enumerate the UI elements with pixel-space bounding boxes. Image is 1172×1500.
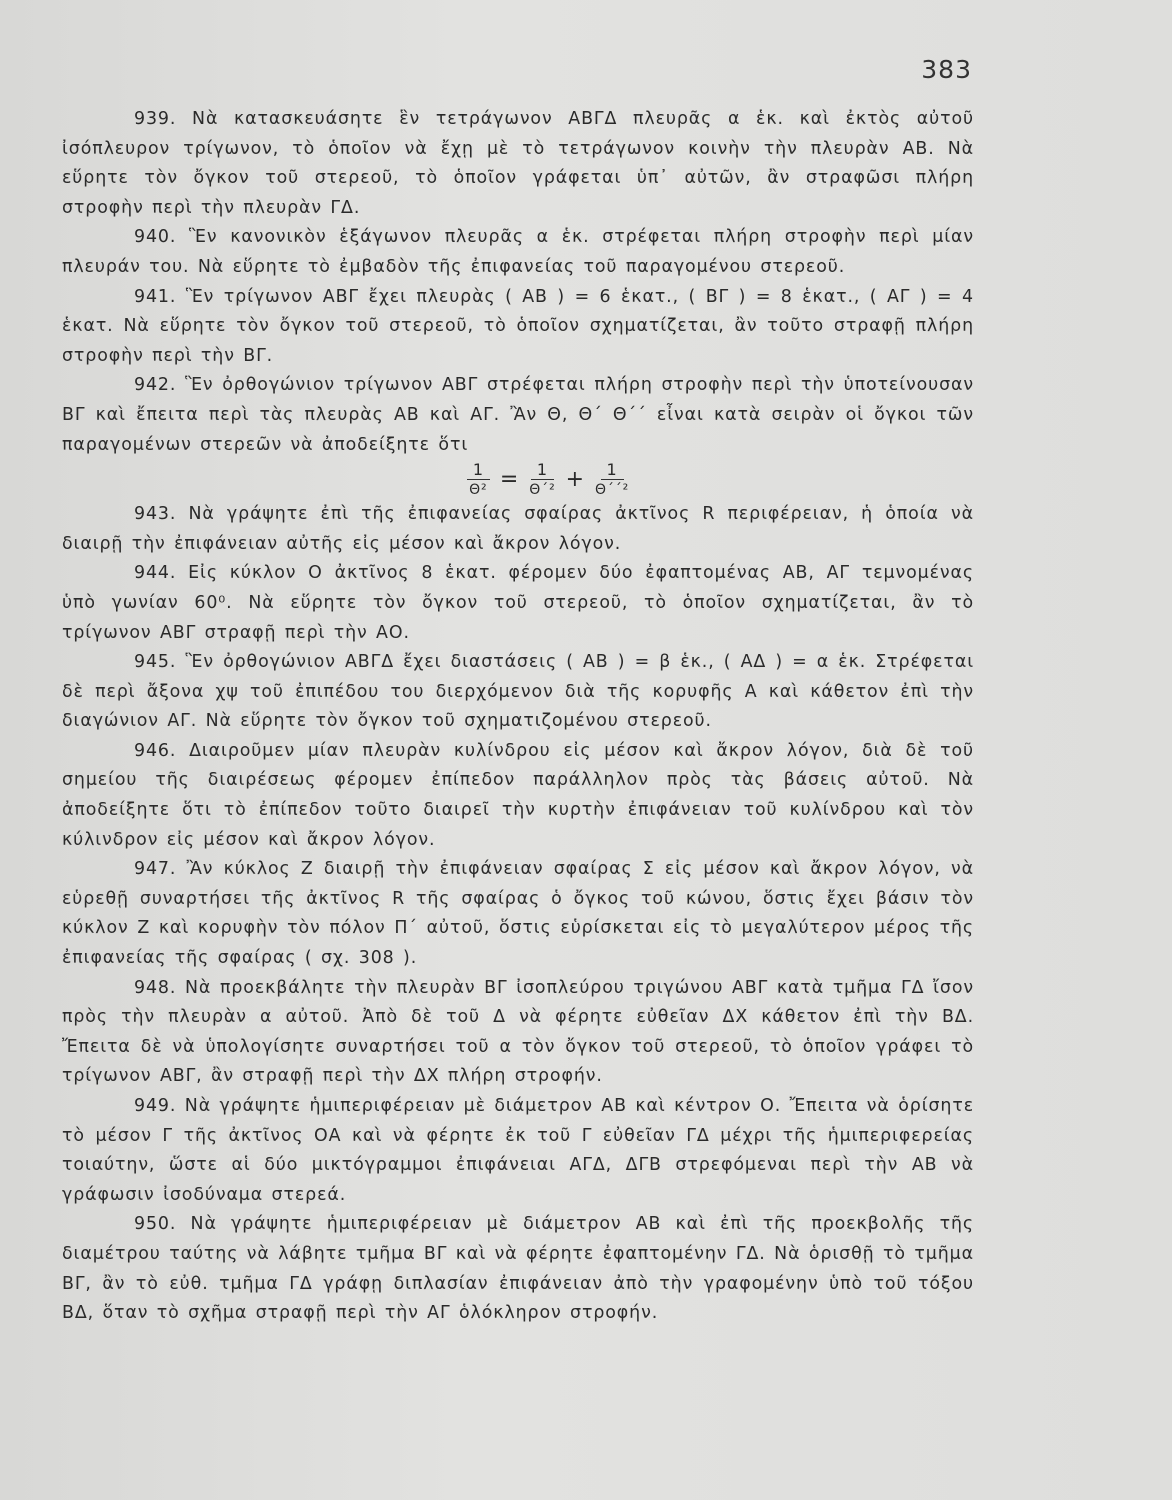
- exercise-text: Νὰ κατασκευάσητε ἓν τετράγωνον ΑΒΓΔ πλευρᾶς α ἑκ. καὶ ἐκτὸς αὐτοῦ ἰσόπλευρον τρίγωνον, τὸ ὁποῖον νὰ ἔχῃ μὲ τὸ τετράγωνον κοινὴν τὴν πλευρὰν ΑΒ. Νὰ εὕρητε τὸν ὄγκον τοῦ στερεοῦ, τὸ ὁποῖον γράφεται ὑπ᾽ αὐτῶν, ἂν στραφῶσι πλήρη στροφὴν περὶ τὴν πλευρὰν ΓΔ.: [62, 109, 974, 218]
- exercise-number: 939.: [134, 109, 177, 129]
- exercise-number: 948.: [134, 977, 177, 998]
- exercise-text: Ἂν κύκλος Ζ διαιρῇ τὴν ἐπιφάνειαν σφαίρας Σ εἰς μέσον καὶ ἄκρον λόγον, νὰ εὑρεθῇ συναρτήσει τῆς ἀκτῖνος R τῆς σφαίρας ὁ ὄγκος τοῦ κώνου, ὅστις ἔχει βάσιν τὸν κύκλον Ζ καὶ κορυφὴν τὸν πόλον Π΄ αὐτοῦ, ὅστις εὑρίσκεται εἰς τὸ μεγαλύτερον μέρος τῆς ἐπιφανείας τῆς σφαίρας ( σχ. 308 ).: [62, 859, 974, 969]
- exercise-text: Διαιροῦμεν μίαν πλευρὰν κυλίνδρου εἰς μέσον καὶ ἄκρον λόγον, διὰ δὲ τοῦ σημείου τῆς διαιρέσεως φέρομεν ἐπίπεδον παράλληλον πρὸς τὰς βάσεις αὐτοῦ. Νὰ ἀποδείξητε ὅτι τὸ ἐπίπεδον τοῦτο διαιρεῖ τὴν κυρτὴν ἐπιφάνειαν τοῦ κυλίνδρου καὶ τὸν κύλινδρον εἰς μέσον καὶ ἄκρον λόγον.: [62, 740, 974, 850]
- exercise-text: Ἓν ὀρθογώνιον ΑΒΓΔ ἔχει διαστάσεις ( ΑΒ ) = β ἑκ., ( ΑΔ ) = α ἑκ. Στρέφεται δὲ περὶ ἄξονα χψ τοῦ ἐπιπέδου του διερχόμενον διὰ τῆς κορυφῆς Α καὶ κάθετον ἐπὶ τὴν διαγώνιον ΑΓ. Νὰ εὕρητε τὸν ὄγκον τοῦ σχηματιζομένου στερεοῦ.: [62, 652, 974, 732]
- exercise-940: [62, 223, 974, 282]
- exercise-944: [62, 559, 974, 648]
- formula-term2-numerator: 1: [601, 462, 624, 480]
- exercise-number: 947.: [134, 859, 177, 880]
- formula-term2-denominator: Θ΄΄²: [594, 482, 630, 499]
- exercise-945: [62, 648, 974, 737]
- exercise-text: Ἓν τρίγωνον ΑΒΓ ἔχει πλευρὰς ( ΑΒ ) = 6 ἑκατ., ( ΒΓ ) = 8 ἑκατ., ( ΑΓ ) = 4 ἑκατ. Νὰ εὕρητε τὸν ὄγκον τοῦ στερεοῦ, τὸ ὁποῖον σχηματίζεται, ἂν τοῦτο στραφῇ πλήρη στροφὴν περὶ τὴν ΒΓ.: [62, 286, 974, 366]
- exercise-943: [62, 500, 974, 559]
- exercise-950: [62, 1210, 974, 1328]
- exercise-number: 949.: [134, 1096, 177, 1116]
- exercise-941: [62, 283, 974, 372]
- formula-equals-sign: =: [499, 467, 520, 493]
- formula-plus-sign: +: [565, 467, 585, 493]
- formula-term2-fraction: [595, 462, 629, 498]
- formula-lhs-fraction: [467, 462, 490, 498]
- exercise-number: 946.: [134, 740, 177, 761]
- page-number: 383: [921, 55, 972, 84]
- exercise-947: [62, 855, 974, 973]
- formula-lhs-numerator: 1: [467, 462, 490, 480]
- exercise-list: [62, 105, 974, 1329]
- exercise-948: [62, 974, 974, 1092]
- exercise-949: [62, 1092, 974, 1210]
- exercise-939: [62, 105, 974, 223]
- formula-lhs-denominator: Θ²: [469, 482, 488, 499]
- formula-term1-denominator: Θ΄²: [529, 482, 556, 499]
- formula-term1-fraction: [529, 462, 555, 498]
- exercise-text: Εἰς κύκλον Ο ἀκτῖνος 8 ἑκατ. φέρομεν δύο ἐφαπτομένας ΑΒ, ΑΓ τεμνομένας ὑπὸ γωνίαν 60⁰. Νὰ εὕρητε τὸν ὄγκον τοῦ στερεοῦ, τὸ ὁποῖον σχηματίζεται, ἂν τὸ τρίγωνον ΑΒΓ στραφῇ περὶ τὴν ΑΟ.: [62, 563, 974, 643]
- volume-formula: [62, 460, 974, 500]
- exercise-number: 941.: [134, 286, 177, 307]
- exercise-text: Νὰ γράψητε ἡμιπεριφέρειαν μὲ διάμετρον ΑΒ καὶ ἐπὶ τῆς προεκβολῆς τῆς διαμέτρου ταύτης νὰ λάβητε τμῆμα ΒΓ καὶ νὰ φέρητε ἐφαπτομένην ΓΔ. Νὰ ὁρισθῇ τὸ τμῆμα ΒΓ, ἂν τὸ εὐθ. τμῆμα ΓΔ γράφῃ διπλασίαν ἐπιφάνειαν ἀπὸ τὴν γραφομένην ὑπὸ τοῦ τόξου ΒΔ, ὅταν τὸ σχῆμα στραφῇ περὶ τὴν ΑΓ ὁλόκληρον στροφήν.: [62, 1214, 974, 1324]
- exercise-942: [62, 371, 974, 460]
- exercise-text: Νὰ προεκβάλητε τὴν πλευρὰν ΒΓ ἰσοπλεύρου τριγώνου ΑΒΓ κατὰ τμῆμα ΓΔ ἴσον πρὸς τὴν πλευρὰν α αὐτοῦ. Ἀπὸ δὲ τοῦ Δ νὰ φέρητε εὐθεῖαν ΔΧ κάθετον ἐπὶ τὴν ΒΔ. Ἔπειτα δὲ νὰ ὑπολογίσητε συναρτήσει τοῦ α τὸν ὄγκον τοῦ στερεοῦ, τὸ ὁποῖον γράφει τὸ τρίγωνον ΑΒΓ, ἂν στραφῇ περὶ τὴν ΔΧ πλήρη στροφήν.: [62, 977, 974, 1087]
- exercise-number: 945.: [134, 652, 177, 673]
- exercise-text: Ἓν ὀρθογώνιον τρίγωνον ΑΒΓ στρέφεται πλήρη στροφὴν περὶ τὴν ὑποτείνουσαν ΒΓ καὶ ἔπειτα περὶ τὰς πλευρὰς ΑΒ καὶ ΑΓ. Ἂν Θ, Θ΄ Θ΄΄ εἶναι κατὰ σειρὰν οἱ ὄγκοι τῶν παραγομένων στερεῶν νὰ ἀποδείξητε ὅτι: [62, 375, 974, 455]
- exercise-text: Νὰ γράψητε ἐπὶ τῆς ἐπιφανείας σφαίρας ἀκτῖνος R περιφέρειαν, ἡ ὁποία νὰ διαιρῇ τὴν ἐπιφάνειαν αὐτῆς εἰς μέσον καὶ ἄκρον λόγον.: [62, 504, 974, 554]
- exercise-number: 950.: [134, 1214, 177, 1235]
- exercise-number: 942.: [134, 375, 177, 396]
- formula-term1-numerator: 1: [531, 462, 554, 480]
- exercise-text: Ἓν κανονικὸν ἑξάγωνον πλευρᾶς α ἑκ. στρέφεται πλήρη στροφὴν περὶ μίαν πλευράν του. Νὰ εὕρητε τὸ ἐμβαδὸν τῆς ἐπιφανείας τοῦ παραγομένου στερεοῦ.: [62, 227, 974, 277]
- exercise-text: Νὰ γράψητε ἡμιπεριφέρειαν μὲ διάμετρον ΑΒ καὶ κέντρον Ο. Ἔπειτα νὰ ὁρίσητε τὸ μέσον Γ τῆς ἀκτῖνος ΟΑ καὶ νὰ φέρητε ἐκ τοῦ Γ εὐθεῖαν ΓΔ μέχρι τῆς ἡμιπεριφερείας τοιαύτην, ὥστε αἱ δύο μικτόγραμμοι ἐπιφάνειαι ΑΓΔ, ΔΓΒ στρεφόμεναι περὶ τὴν ΑΒ νὰ γράφωσιν ἰσοδύναμα στερεά.: [62, 1096, 974, 1205]
- exercise-number: 943.: [134, 504, 177, 525]
- exercise-number: 944.: [134, 563, 177, 584]
- exercise-946: [62, 737, 974, 855]
- exercise-number: 940.: [134, 227, 177, 248]
